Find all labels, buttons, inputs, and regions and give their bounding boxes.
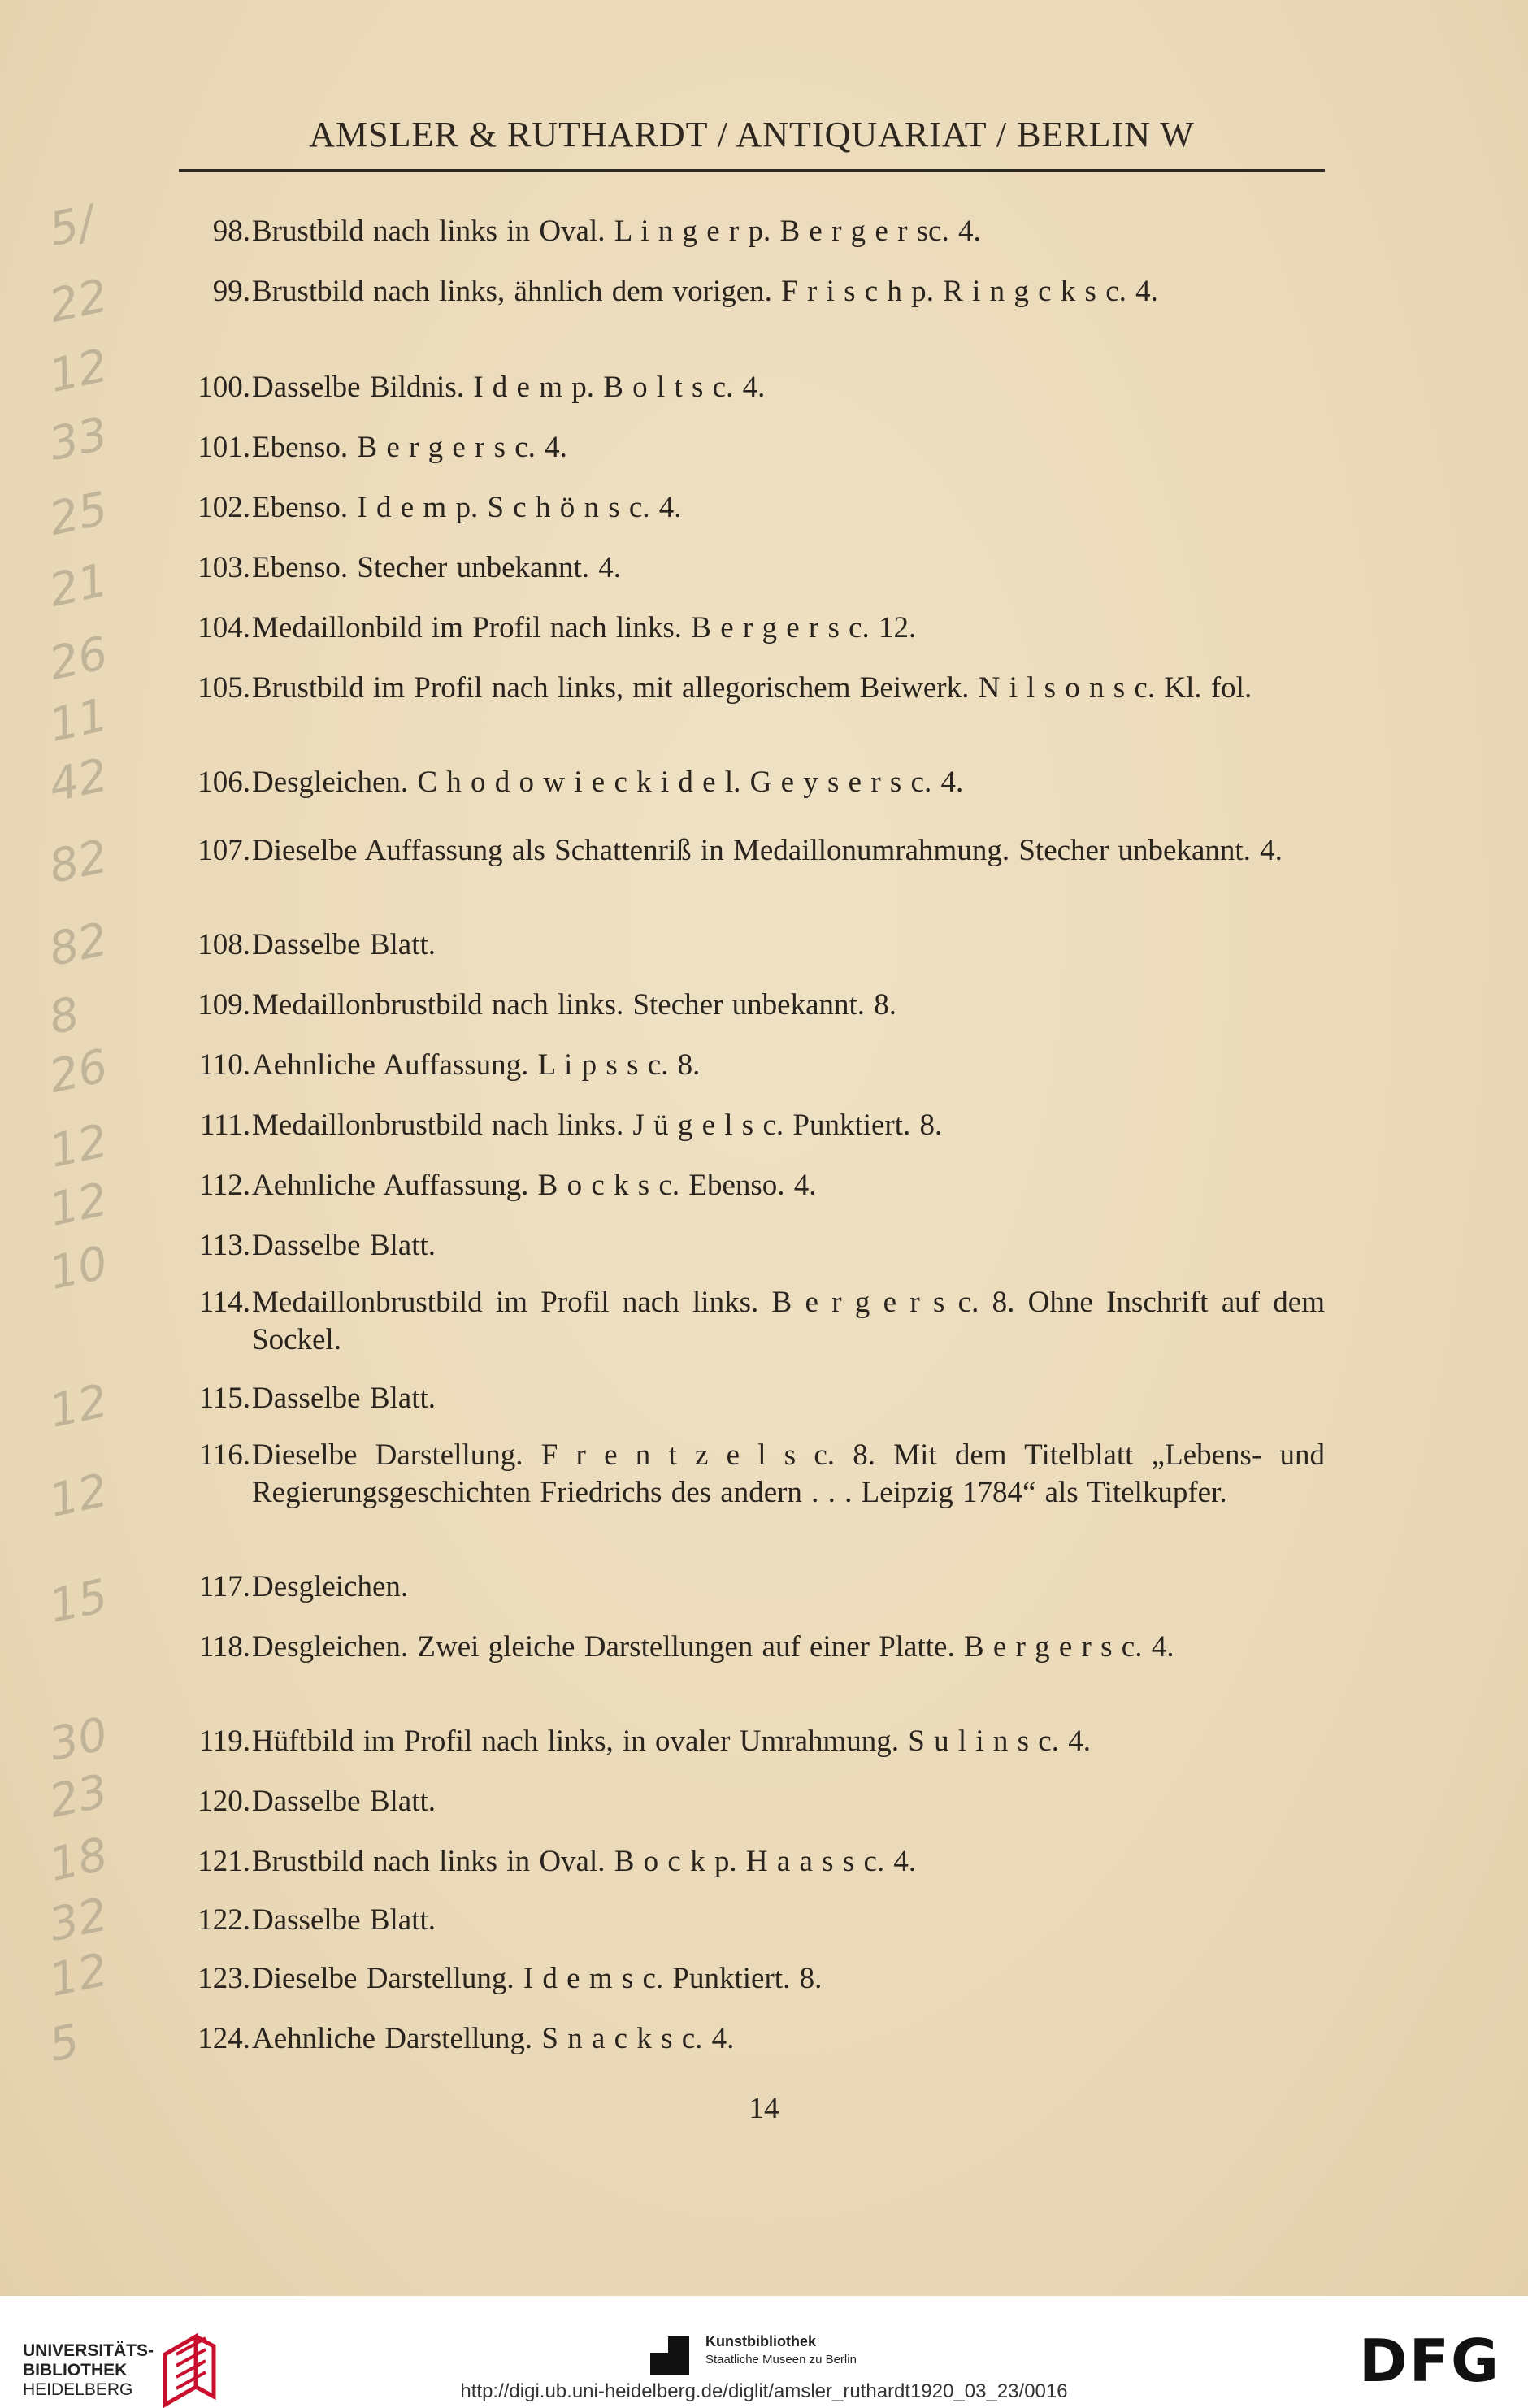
- page-header: AMSLER & RUTHARDT / ANTIQUARIAT / BERLIN W: [309, 115, 1195, 154]
- entry-text: Dasselbe Blatt.: [252, 1382, 436, 1415]
- catalog-entry: [169, 1629, 1325, 1666]
- catalog-entry: [169, 549, 1325, 587]
- catalog-entry: [169, 1107, 1325, 1144]
- entry-text: Medaillonbrustbild nach links. J ü g e l s c. Punktiert. 8.: [252, 1109, 943, 1142]
- entry-number: 109.: [198, 988, 250, 1022]
- margin-note: 26: [44, 1039, 113, 1104]
- catalog-entry: [169, 610, 1325, 647]
- margin-note: 18: [44, 1828, 113, 1892]
- catalog-entry: [169, 1437, 1325, 1512]
- entry-text: Medaillonbrustbild im Profil nach links. B e r g e r s c. 8. Ohne Inschrift auf dem Sockel.: [252, 1286, 1325, 1356]
- entry-text: Brustbild nach links in Oval. L i n g e r p. B e r g e r sc. 4.: [252, 215, 981, 248]
- catalog-entry: [169, 1723, 1325, 1760]
- entry-number: 99.: [212, 275, 250, 308]
- catalog-entry: [169, 832, 1325, 870]
- digitization-footer: [0, 2296, 1528, 2408]
- margin-note: 8: [44, 987, 85, 1045]
- entry-text: Ebenso. I d e m p. S c h ö n s c. 4.: [252, 491, 682, 524]
- entry-number: 115.: [198, 1382, 250, 1415]
- entry-text: Ebenso. B e r g e r s c. 4.: [252, 431, 567, 464]
- margin-note: 10: [44, 1236, 113, 1300]
- catalog-entry: [169, 1380, 1325, 1417]
- catalog-entry: [169, 926, 1325, 964]
- margin-note: 22: [44, 269, 113, 333]
- entry-text: Dasselbe Blatt.: [252, 1903, 436, 1937]
- kunstbibliothek-logo[interactable]: [650, 2328, 943, 2385]
- margin-note: 12: [44, 339, 113, 403]
- entry-number: 103.: [198, 551, 250, 584]
- margin-note: 12: [44, 1173, 113, 1237]
- entry-number: 119.: [198, 1725, 250, 1758]
- margin-note: 15: [44, 1569, 113, 1634]
- entry-text: Aehnliche Auffassung. B o c k s c. Ebenso. 4.: [252, 1169, 817, 1202]
- margin-note: 12: [44, 1374, 113, 1438]
- source-url-link[interactable]: http://digi.ub.uni-heidelberg.de/diglit/amsler_ruthardt1920_03_23/0016: [460, 2380, 1068, 2402]
- entry-number: 111.: [199, 1109, 250, 1142]
- entry-number: 101.: [198, 431, 250, 464]
- margin-note: 82: [44, 913, 113, 977]
- margin-note: 23: [44, 1764, 113, 1829]
- margin-note: 5: [44, 2014, 85, 2072]
- margin-note: 33: [44, 407, 113, 471]
- entry-number: 107.: [198, 834, 250, 867]
- kunstbibliothek-mark-icon: [650, 2336, 689, 2375]
- catalog-entry: [169, 273, 1325, 310]
- kunstbibliothek-subtitle: Staatliche Museen zu Berlin: [705, 2353, 857, 2367]
- library-name-line3: HEIDELBERG: [23, 2380, 133, 2399]
- margin-note: 21: [44, 553, 113, 618]
- entry-text: Brustbild nach links in Oval. B o c k p. H a a s s c. 4.: [252, 1845, 917, 1878]
- catalog-entry: [169, 369, 1325, 406]
- catalog-entry: [169, 1047, 1325, 1084]
- entry-text: Ebenso. Stecher unbekannt. 4.: [252, 551, 621, 584]
- entry-number: 110.: [198, 1048, 250, 1082]
- entry-text: Dasselbe Bildnis. I d e m p. B o l t s c. 4.: [252, 371, 766, 404]
- entry-text: Dasselbe Blatt.: [252, 928, 436, 961]
- catalog-entry: [169, 1783, 1325, 1820]
- margin-note: 11: [44, 688, 113, 753]
- margin-note: 32: [44, 1888, 113, 1952]
- margin-note: 26: [44, 627, 113, 691]
- catalog-entry: [169, 987, 1325, 1024]
- page-number: 14: [749, 2092, 779, 2125]
- margin-note: 25: [44, 482, 113, 546]
- entry-text: Dieselbe Auffassung als Schattenriß in Medaillonumrahmung. Stecher unbekannt. 4.: [252, 834, 1283, 867]
- catalog-entry: [169, 489, 1325, 527]
- entry-number: 113.: [198, 1229, 250, 1262]
- entry-number: 98.: [212, 215, 250, 248]
- margin-note: 30: [44, 1707, 113, 1772]
- catalog-entry: [169, 1167, 1325, 1204]
- entry-number: 122.: [198, 1903, 250, 1937]
- entry-text: Dasselbe Blatt.: [252, 1785, 436, 1818]
- catalog-entry: [169, 2020, 1325, 2058]
- catalog-entry: [169, 670, 1325, 707]
- entry-text: Aehnliche Darstellung. S n a c k s c. 4.: [252, 2022, 735, 2055]
- entry-number: 106.: [198, 766, 250, 799]
- library-name-line1: UNIVERSITÄTS-: [23, 2341, 154, 2360]
- entry-text: Medaillonbild im Profil nach links. B e r g e r s c. 12.: [252, 611, 917, 644]
- entry-number: 116.: [198, 1438, 250, 1472]
- entry-text: Hüftbild im Profil nach links, in ovaler Umrahmung. S u l i n s c. 4.: [252, 1725, 1091, 1758]
- kunstbibliothek-name: Kunstbibliothek: [705, 2333, 816, 2349]
- catalog-entry: [169, 1902, 1325, 1939]
- entry-text: Brustbild im Profil nach links, mit allegorischem Beiwerk. N i l s o n s c. Kl. fol.: [252, 671, 1252, 705]
- entry-number: 100.: [198, 371, 250, 404]
- entry-text: Desgleichen.: [252, 1570, 409, 1603]
- catalog-entry: [169, 1568, 1325, 1606]
- library-name-line2: BIBLIOTHEK: [23, 2361, 128, 2380]
- entry-number: 112.: [198, 1169, 250, 1202]
- catalog-entry: [169, 1284, 1325, 1359]
- margin-note: 12: [44, 1114, 113, 1178]
- entry-text: Desgleichen. Zwei gleiche Darstellungen auf einer Platte. B e r g e r s c. 4.: [252, 1630, 1174, 1664]
- entry-text: Brustbild nach links, ähnlich dem vorigen. F r i s c h p. R i n g c k s c. 4.: [252, 275, 1158, 308]
- entry-number: 120.: [198, 1785, 250, 1818]
- margin-note: 5/: [44, 195, 99, 257]
- catalog-entry: [169, 429, 1325, 466]
- margin-note: 12: [44, 1943, 113, 2007]
- catalog-entry: [169, 764, 1325, 801]
- margin-note: 12: [44, 1464, 113, 1528]
- dfg-logo[interactable]: DFG: [1359, 2327, 1501, 2395]
- entry-number: 102.: [198, 491, 250, 524]
- entry-number: 121.: [198, 1845, 250, 1878]
- entry-text: Desgleichen. C h o d o w i e c k i d e l. G e y s e r s c. 4.: [252, 766, 964, 799]
- entry-number: 104.: [198, 611, 250, 644]
- margin-note: 42: [44, 748, 113, 813]
- entry-number: 123.: [198, 1962, 250, 1995]
- catalog-entry: [169, 1843, 1325, 1881]
- entry-text: Aehnliche Auffassung. L i p s s c. 8.: [252, 1048, 701, 1082]
- entry-number: 114.: [198, 1286, 250, 1319]
- entry-number: 105.: [198, 671, 250, 705]
- catalog-entry: [169, 213, 1325, 250]
- catalog-entry: [169, 1227, 1325, 1265]
- entry-number: 108.: [198, 928, 250, 961]
- margin-note: 82: [44, 830, 113, 894]
- entry-number: 117.: [198, 1570, 250, 1603]
- entry-text: Dieselbe Darstellung. F r e n t z e l s c. 8. Mit dem Titelblatt „Lebens- und Regierungsgeschichten Friedrichs des andern . . . Leipzig 1784“ als Titelkupfer.: [252, 1438, 1325, 1509]
- entry-text: Dasselbe Blatt.: [252, 1229, 436, 1262]
- entry-number: 124.: [198, 2022, 250, 2055]
- entry-text: Dieselbe Darstellung. I d e m s c. Punktiert. 8.: [252, 1962, 823, 1995]
- entry-text: Medaillonbrustbild nach links. Stecher unbekannt. 8.: [252, 988, 897, 1022]
- catalog-entry: [169, 1960, 1325, 1998]
- entry-number: 118.: [198, 1630, 250, 1664]
